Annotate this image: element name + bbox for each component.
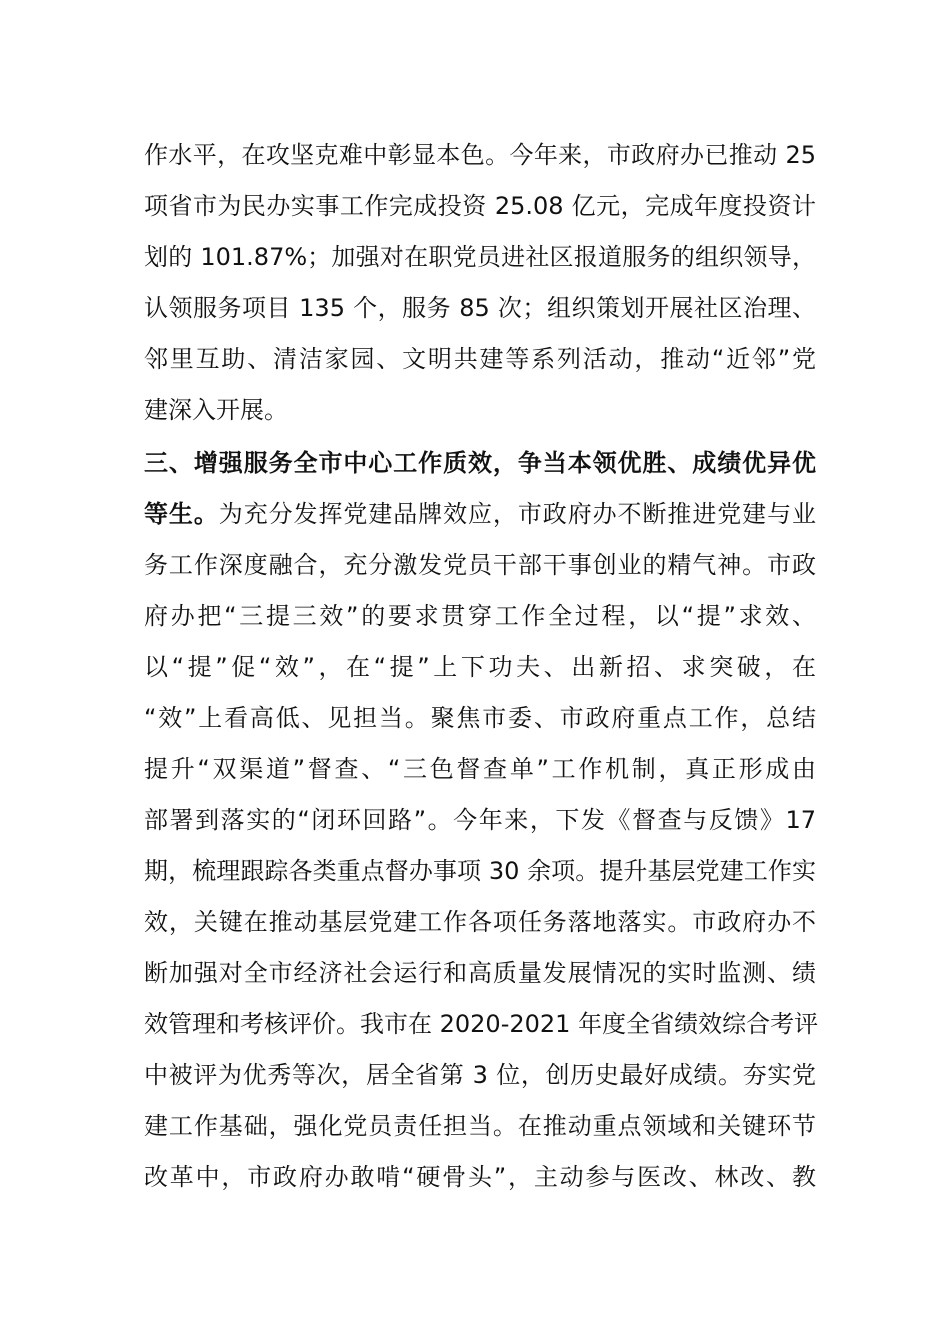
text-line: 效，关键在推动基层党建工作各项任务落地落实。市政府办不 <box>144 908 816 936</box>
section-heading-end: 等生。 <box>144 500 219 528</box>
text-line: 提升“双渠道”督查、“三色督查单”工作机制，真正形成由 <box>144 755 816 783</box>
text-line: 以“提”促“效”，在“提”上下功夫、出新招、求突破，在 <box>144 653 816 681</box>
text-line: 改革中，市政府办敢啃“硬骨头”，主动参与医改、林改、教 <box>144 1163 816 1191</box>
paragraph-2 <box>144 438 819 1203</box>
text-line: 作水平，在攻坚克难中彰显本色。今年来，市政府办已推动 25 <box>144 141 816 169</box>
text-line-rest: 为充分发挥党建品牌效应，市政府办不断推进党建与业 <box>218 500 817 528</box>
text-line: 期，梳理跟踪各类重点督办事项 30 余项。提升基层党建工作实 <box>144 857 816 885</box>
text-line: 建深入开展。 <box>144 396 288 424</box>
text-line: 断加强对全市经济社会运行和高质量发展情况的实时监测、绩 <box>144 959 816 987</box>
text-line: 效管理和考核评价。我市在 2020-2021 年度全省绩效综合考评 <box>144 1010 819 1038</box>
text-line: 府办把“三提三效”的要求贯穿工作全过程，以“提”求效、 <box>144 602 816 630</box>
text-line: 务工作深度融合，充分激发党员干部干事创业的精气神。市政 <box>144 551 816 579</box>
text-line: 建工作基础，强化党员责任担当。在推动重点领域和关键环节 <box>144 1112 816 1140</box>
section-heading: 三、增强服务全市中心工作质效，争当本领优胜、成绩优异优 <box>144 449 816 477</box>
paragraph-1 <box>144 130 816 436</box>
text-line: 部署到落实的“闭环回路”。今年来，下发《督查与反馈》17 <box>144 806 816 834</box>
text-line: 项省市为民办实事工作完成投资 25.08 亿元，完成年度投资计 <box>144 192 816 220</box>
text-line: 认领服务项目 135 个，服务 85 次；组织策划开展社区治理、 <box>144 294 816 322</box>
text-line: “效”上看高低、见担当。聚焦市委、市政府重点工作，总结 <box>144 704 816 732</box>
text-line: 邻里互助、清洁家园、文明共建等系列活动，推动“近邻”党 <box>144 345 816 373</box>
text-line: 中被评为优秀等次，居全省第 3 位，创历史最好成绩。夯实党 <box>144 1061 816 1089</box>
text-line: 划的 101.87%；加强对在职党员进社区报道服务的组织领导， <box>144 243 816 271</box>
text-line <box>144 489 816 540</box>
